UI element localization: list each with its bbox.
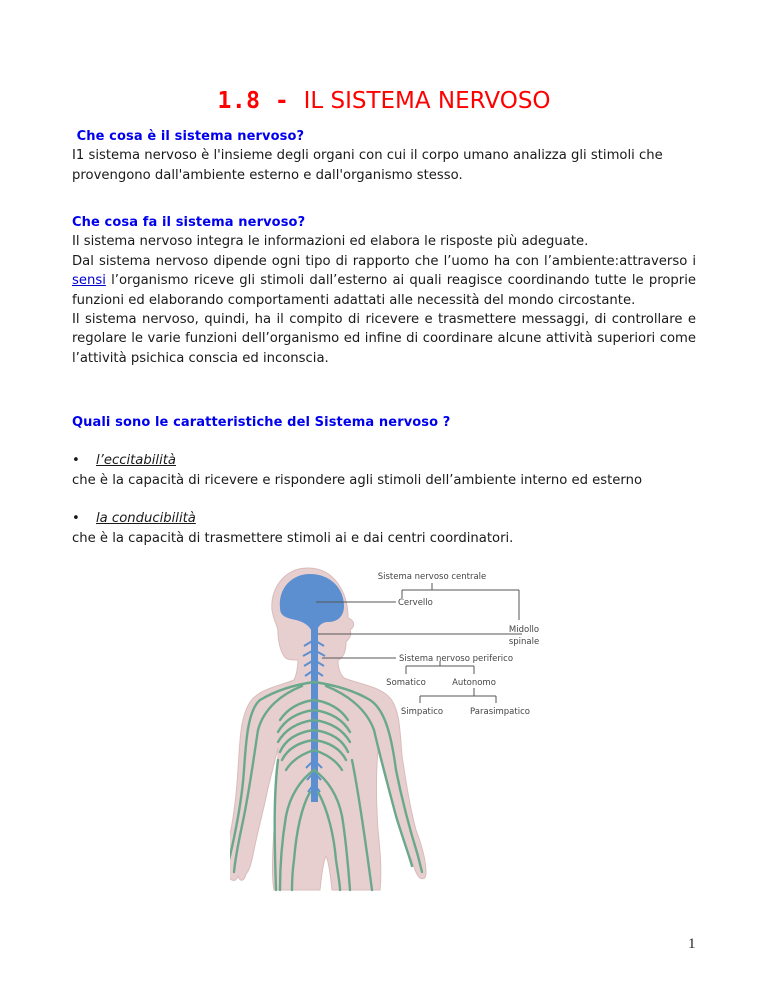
label-spinal-cord-1: Midollo bbox=[508, 625, 540, 635]
label-peripheral: Sistema nervoso periferico bbox=[399, 654, 514, 664]
section-heading: Che cosa fa il sistema nervoso? bbox=[72, 215, 306, 230]
bullet-marker: • bbox=[72, 511, 80, 527]
paragraph: I1 sistema nervoso è l'insieme degli organi con cui il corpo umano analizza gli stimoli che provengono dall'ambiente esterno e dall'organismo stesso. bbox=[72, 148, 663, 183]
section-heading: Quali sono le caratteristiche del Sistema nervoso ? bbox=[72, 415, 451, 430]
bullet-description: che è la capacità di ricevere e rispondere agli stimoli dell’ambiente interno ed esterno bbox=[72, 472, 643, 488]
section-what-is bbox=[72, 127, 696, 185]
nervous-system-diagram bbox=[230, 560, 600, 900]
paragraph bbox=[72, 252, 696, 310]
section-characteristics bbox=[72, 413, 696, 548]
nervous-system-figure bbox=[230, 560, 600, 900]
section-heading: Che cosa è il sistema nervoso? bbox=[72, 129, 305, 144]
label-sympathetic: Simpatico bbox=[400, 707, 444, 717]
page-number: 1 bbox=[688, 936, 696, 952]
sensi-link[interactable]: sensi bbox=[72, 273, 106, 289]
title-number: 1.8 - bbox=[217, 88, 304, 114]
paragraph-text: l’organismo riceve gli stimoli dall’esterno ai quali reagisce coordinando tutte le proprie funzioni ed elaborando comportamenti adattati alle necessità del mondo circostante. bbox=[72, 273, 696, 308]
page-title bbox=[0, 88, 768, 114]
paragraph: Il sistema nervoso, quindi, ha il compito di ricevere e trasmettere messaggi, di controllare e regolare le varie funzioni dell’organismo ed infine di coordinare alcune attività superiori come l’attività psichica conscia ed inconscia. bbox=[72, 312, 696, 366]
bullet-marker: • bbox=[72, 453, 80, 469]
bullet-term-text: la conducibilità bbox=[96, 511, 196, 527]
bullet-term-text: l’eccitabilità bbox=[96, 453, 177, 469]
bullet-term bbox=[72, 509, 696, 528]
label-central: Sistema nervoso centrale bbox=[377, 572, 487, 582]
title-text: IL SISTEMA NERVOSO bbox=[303, 88, 551, 114]
section-what-does bbox=[72, 213, 696, 368]
bullet-term bbox=[72, 451, 696, 470]
bullet-description: che è la capacità di trasmettere stimoli ai e dai centri coordinatori. bbox=[72, 530, 514, 546]
label-spinal-cord-2: spinale bbox=[508, 637, 540, 647]
paragraph-text: Dal sistema nervoso dipende ogni tipo di rapporto che l’uomo ha con l’ambiente:attraverso i bbox=[72, 253, 696, 269]
label-somatic: Somatico bbox=[386, 678, 426, 688]
paragraph: Il sistema nervoso integra le informazioni ed elabora le risposte più adeguate. bbox=[72, 234, 589, 250]
label-autonomic: Autonomo bbox=[452, 678, 496, 688]
label-parasympathetic: Parasimpatico bbox=[470, 707, 530, 717]
label-brain: Cervello bbox=[398, 598, 433, 608]
